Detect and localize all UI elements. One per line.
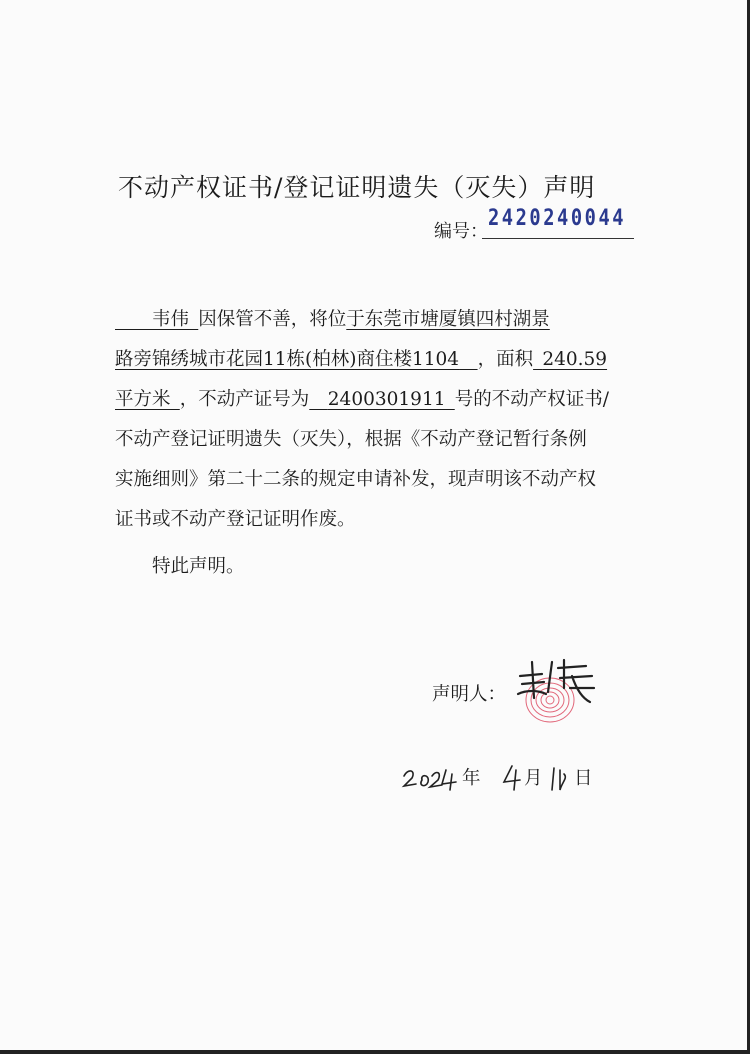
body-line-2 [115,340,645,380]
page-edge [0,1050,750,1054]
serial-number: 2420240044 [488,206,627,231]
body-text: ，不动产证号为 [179,389,310,410]
year-unit: 年 [462,768,481,789]
month-unit: 月 [524,768,543,789]
body-text: 因保管不善，将位 [198,309,347,330]
signature-strokes [518,660,594,702]
body-line-4: 不动产登记证明遗失（灭失），根据《不动产登记暂行条例 [115,429,587,450]
closing-statement: 特此声明。 [152,556,245,577]
serial-row [434,208,654,240]
owner-name: 韦伟 [152,309,190,330]
handwritten-signature [512,648,602,728]
body-line-6: 证书或不动产登记证明作废。 [115,509,356,530]
body-text: 号的不动产权证书/ [454,389,609,410]
body-line-1 [115,300,645,340]
body-text: ，面积 [477,349,534,370]
declaration-body [115,300,645,540]
date-row [400,760,640,800]
area-unit: 平方米 [115,389,171,410]
document-title: 不动产权证书/登记证明遗失（灭失）声明 [118,173,596,202]
body-line-5: 实施细则》第二十二条的规定申请补发，现声明该不动产权 [115,469,597,490]
property-address: 于东莞市塘厦镇四村湖景 [346,309,550,330]
property-address: 路旁锦绣城市花园11栋(柏林)商住楼1104 [115,349,460,370]
signer-label: 声明人： [432,684,507,705]
day-unit: 日 [574,768,593,789]
property-area: 240.59 [542,349,608,370]
handwritten-date [400,760,640,800]
certificate-number: 2400301911 [327,389,446,410]
serial-underline [482,238,634,239]
serial-label: 编号： [434,221,488,242]
body-line-3 [115,380,645,420]
